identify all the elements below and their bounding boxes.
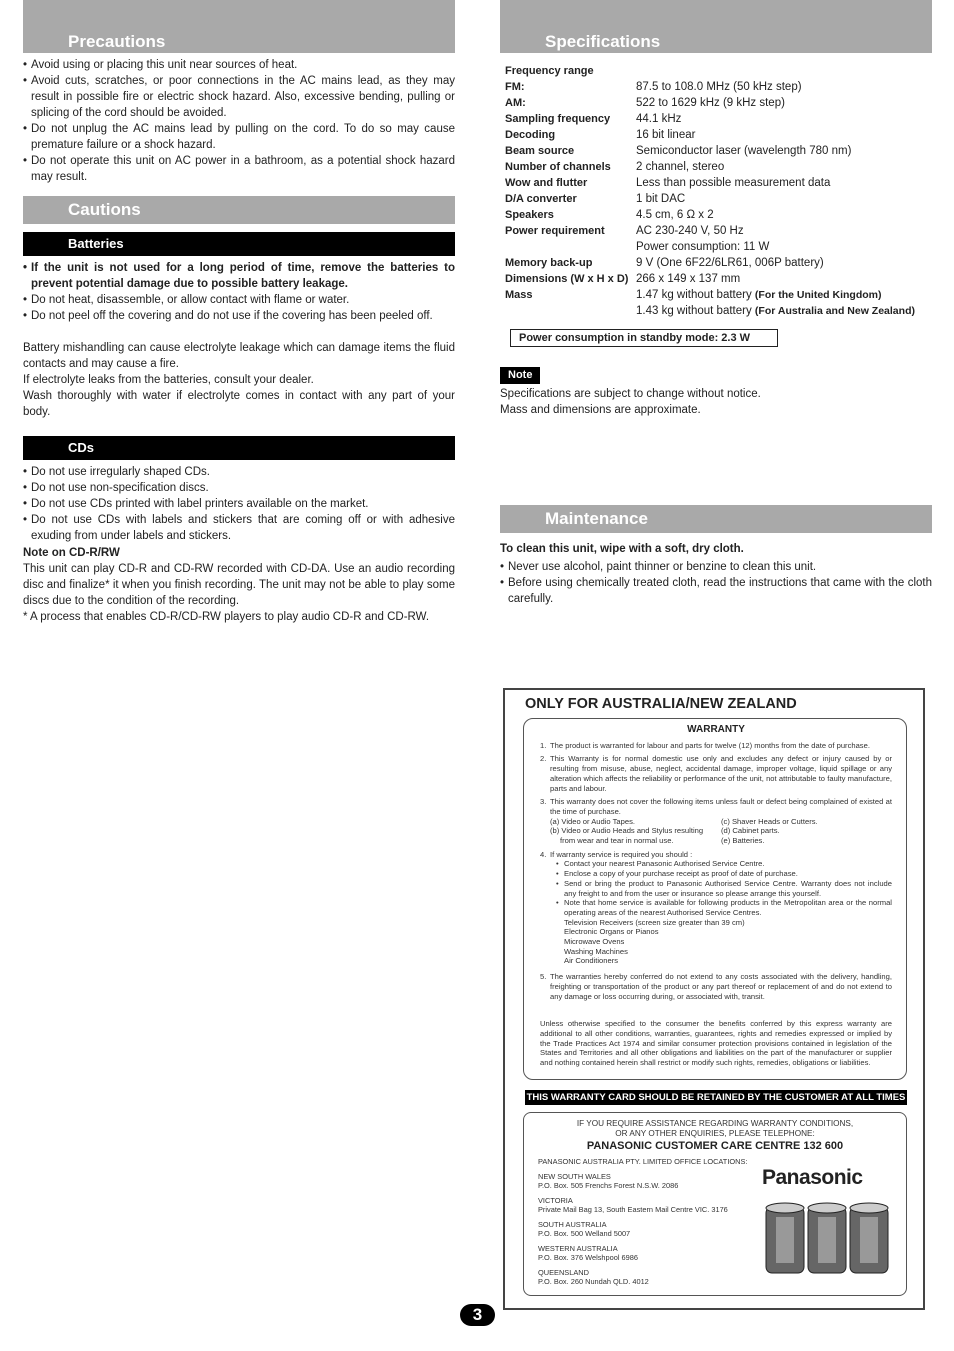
- list-item: • Contact your nearest Panasonic Authorised Service Centre.: [556, 859, 892, 869]
- spec-note-line: Mass and dimensions are approximate.: [500, 404, 701, 416]
- warranty-exclusion: (c) Shaver Heads or Cutters.: [721, 816, 818, 826]
- battery-illustration-icon: [762, 1201, 890, 1275]
- list-item: • Send or bring the product to Panasonic Authorised Service Centre. Warranty does not include any freight to and from the user or insurance so please arrange this yourself.: [556, 879, 892, 898]
- warranty-item: The warranties hereby conferred do not extend to any costs associated with the delivery, handling, freighting or transportation of the product or any part thereof or replacement of and do not extend to any damage or loss occurring during, or associated with, transit.: [550, 972, 892, 1001]
- assist-line: IF YOU REQUIRE ASSISTANCE REGARDING WARRANTY CONDITIONS,: [576, 1119, 854, 1128]
- table-row: [500, 95, 932, 111]
- retain-banner: THIS WARRANTY CARD SHOULD BE RETAINED BY THE CUSTOMER AT ALL TIMES: [526, 1092, 906, 1103]
- list-item: • Do not use CDs printed with label printers available on the market.: [23, 496, 455, 512]
- warranty-terms-box: WARRANTY 1. The product is warranted for labour and parts for twelve (12) months from the date of purchase. 2. This Warranty is for normal domestic use only and excludes any defect or injury caused by or resulting from misuse, abuse, neglect, accidental damage, improper voltage, liquid spillage or any alteration which affects the reliability or performance of the unit, not attributable to faulty manufacture, parts and labour. 3. This warranty does not cover the following items unless fault or defect being complained of existed at the time of purchase. (a) Video or Audio Tapes. (b) Video or Audio Heads and Stylus resulting from wear and tear in normal use. (c) Shaver Heads or Cutters. (d) Cabinet parts. (e) Batteries. 4. If warranty service is required you should : • Contact your nearest Panasonic Authorised Service Centre. • Enclose a copy of your purchase receipt as proof of date of purchase. • Send or bring the product to Panasonic Authorised Service Centre. Warranty does not include any freight to and from the user or insurance so please arrange this yourself. • Note that home service is available for following products in the Metropolitan area or the normal operating areas of the nearest Authorised Service Centres. Television Receivers (screen size greater than 39 cm) Electronic Organs or Pianos Microwave Ovens Washing Machines Air Conditioners 5. The warranties hereby conferred do not extend to any costs associated with the delivery, handling, freighting or transportation of the product or any part thereof or replacement of and do not extend to any damage or loss occurring during, or associated with, transit. Unless otherwise specified to the consumer the benefits conferred by this express warranty are additional to all other conditions, warranties, guarantees, rights and remedies expressed or implied by the Trade Practices Act 1974 and similar consumer protection provisions contained in legislation of the States and Territories and all other obligations and liabilities on the part of the manufacturer or supplier and nothing contained herein shall restrict or modify such rights, remedies, obligations or liabilities.: [523, 718, 907, 1080]
- office-address: P.O. Box. 505 Frenchs Forest N.S.W. 2086: [538, 1181, 679, 1190]
- spec-value: Semiconductor laser (wavelength 780 nm): [636, 145, 852, 157]
- spec-key: D/A converter: [505, 193, 577, 205]
- offices-title: PANASONIC AUSTRALIA PTY. LIMITED OFFICE LOCATIONS:: [538, 1157, 748, 1166]
- list-item: • Do not use CDs with labels and stickers that are coming off or with adhesive exuding from under labels and stickers.: [23, 512, 455, 544]
- list-item: • Avoid using or placing this unit near sources of heat.: [23, 57, 455, 73]
- spec-value: 44.1 kHz: [636, 113, 682, 125]
- spec-value: 1 bit DAC: [636, 193, 686, 205]
- panasonic-logo: Panasonic: [762, 1166, 863, 1189]
- cds-heading: CDs: [23, 436, 455, 460]
- table-row: [500, 303, 932, 319]
- spec-value: 9 V (One 6F22/6LR61, 006P battery): [636, 257, 824, 269]
- spec-value: 1.43 kg without battery: [636, 305, 752, 317]
- office-state: SOUTH AUSTRALIA: [538, 1219, 607, 1229]
- list-item: • Do not use irregularly shaped CDs.: [23, 464, 455, 480]
- table-row: [500, 223, 932, 239]
- spec-key: Number of channels: [505, 161, 611, 173]
- paragraph: Battery mishandling can cause electrolyte leakage which can damage items the fluid contacts and may cause a fire.: [23, 342, 455, 370]
- maintenance-heading: Maintenance: [500, 505, 932, 533]
- spec-key: Speakers: [505, 209, 554, 221]
- spec-region-note: (For the United Kingdom): [754, 289, 882, 301]
- warranty-item: This Warranty is for normal domestic use only and excludes any defect or injury caused by or resulting from misuse, abuse, neglect, accidental damage, improper voltage, liquid spillage or any alteration which affects the reliability or performance of the unit, not attributable to faulty manufacture, parts and labour.: [550, 754, 892, 793]
- list-item: • Note that home service is available for following products in the Metropolitan area or the normal operating areas of the nearest Authorised Service Centres.: [556, 898, 892, 917]
- table-row: [500, 207, 932, 223]
- cds-list: [23, 464, 455, 544]
- list-item: Television Receivers (screen size greater than 39 cm): [564, 917, 745, 927]
- spec-value: 2 channel, stereo: [636, 161, 725, 173]
- warranty-item: This warranty does not cover the following items unless fault or defect being complained of existed at the time of purchase.: [550, 797, 892, 816]
- table-row: [500, 143, 932, 159]
- spec-value: Less than possible measurement data: [636, 177, 831, 189]
- spec-region-note: (For Australia and New Zealand): [754, 305, 915, 317]
- spec-key: Sampling frequency: [505, 113, 611, 125]
- list-item: • Do not operate this unit on AC power in a bathroom, as a potential shock hazard may result.: [23, 153, 455, 185]
- office-location: [538, 1268, 758, 1287]
- office-locations: [538, 1172, 758, 1287]
- cdr-note-title: Note on CD-R/RW: [23, 547, 120, 559]
- precautions-heading: Precautions: [23, 0, 455, 53]
- spec-key: Power requirement: [505, 225, 605, 237]
- warranty-exclusion: (a) Video or Audio Tapes.: [550, 816, 635, 826]
- office-state: WESTERN AUSTRALIA: [538, 1243, 618, 1253]
- office-address: P.O. Box. 376 Welshpool 6986: [538, 1253, 638, 1262]
- cdr-note-text: This unit can play CD-R and CD-RW recorded with CD-DA. Use an audio recording disc and finalize* it when you finish recording. The unit may not be able to play some discs due to the condition of the recording.: [23, 563, 455, 607]
- spec-value: [636, 63, 932, 79]
- paragraph: If electrolyte leaks from the batteries, consult your dealer.: [23, 374, 314, 386]
- spec-value: Power consumption: 11 W: [636, 241, 770, 253]
- office-state: VICTORIA: [538, 1195, 573, 1205]
- warranty-closing: Unless otherwise specified to the consumer the benefits conferred by this express warranty are additional to all other conditions, warranties, guarantees, rights and remedies expressed or implied by the Trade Practices Act 1974 and similar consumer protection provisions contained in legislation of the States and Territories and all other obligations and liabilities on the part of the manufacturer or supplier and nothing contained herein shall restrict or modify such rights, remedies, obligations or liabilities.: [540, 1019, 892, 1068]
- warranty-region-title: ONLY FOR AUSTRALIA/NEW ZEALAND: [525, 696, 797, 712]
- list-item: • Do not peel off the covering and do not use if the covering has been peeled off.: [23, 308, 455, 324]
- office-location: [538, 1172, 758, 1191]
- warranty-exclusion: (e) Batteries.: [721, 836, 765, 846]
- list-item: • Do not unplug the AC mains lead by pulling on the cord. To do so may cause premature failure or a shock hazard.: [23, 121, 455, 153]
- specifications-table: [500, 63, 932, 319]
- precautions-list: [23, 57, 455, 185]
- office-state: NEW SOUTH WALES: [538, 1171, 611, 1181]
- warranty-exclusion: (d) Cabinet parts.: [721, 826, 780, 836]
- table-row: [500, 239, 932, 255]
- assist-line: OR ANY OTHER ENQUIRIES, PLEASE TELEPHONE:: [615, 1129, 815, 1138]
- office-address: P.O. Box. 260 Nundah QLD. 4012: [538, 1277, 649, 1286]
- office-address: P.O. Box. 500 Welland 5007: [538, 1229, 631, 1238]
- list-item: • Never use alcohol, paint thinner or benzine to clean this unit.: [500, 559, 932, 575]
- batteries-heading: Batteries: [23, 232, 455, 256]
- table-row: [500, 79, 932, 95]
- spec-note-line: Specifications are subject to change without notice.: [500, 388, 761, 400]
- table-row: [500, 287, 932, 303]
- warranty-item: The product is warranted for labour and parts for twelve (12) months from the date of purchase.: [550, 740, 870, 750]
- paragraph: Wash thoroughly with water if electrolyte comes in contact with any part of your body.: [23, 390, 455, 418]
- table-row: [500, 111, 932, 127]
- contact-box: [523, 1112, 907, 1296]
- warranty-exclusion: from wear and tear in normal use.: [560, 836, 674, 846]
- table-row: [500, 63, 932, 79]
- page-number: 3: [460, 1304, 495, 1326]
- table-row: [500, 127, 932, 143]
- warranty-exclusion: (b) Video or Audio Heads and Stylus resulting: [550, 826, 704, 836]
- spec-value: 522 to 1629 kHz (9 kHz step): [636, 97, 785, 109]
- spec-value: 1.47 kg without battery: [636, 289, 752, 301]
- office-address: Private Mail Bag 13, South Eastern Mail Centre VIC. 3176: [538, 1205, 728, 1214]
- note-badge: Note: [500, 367, 540, 384]
- spec-key: Decoding: [505, 129, 556, 141]
- list-item: • Before using chemically treated cloth, read the instructions that came with the cloth carefully.: [500, 575, 932, 607]
- maintenance-lead: To clean this unit, wipe with a soft, dry cloth.: [500, 543, 744, 555]
- list-item: Microwave Ovens: [564, 937, 625, 947]
- office-location: [538, 1244, 758, 1263]
- spec-key: Dimensions (W x H x D): [505, 273, 629, 285]
- standby-power-box: Power consumption in standby mode: 2.3 W: [510, 329, 778, 347]
- warranty-card: [503, 688, 925, 1310]
- spec-key: AM:: [505, 97, 526, 109]
- list-item: • Enclose a copy of your purchase receipt as proof of date of purchase.: [556, 869, 892, 879]
- list-item: • Avoid cuts, scratches, or poor connections in the AC mains lead, as they may result in possible fire or electric shock hazard. Also, excessive bending, pulling or splicing of the cord should be avoided.: [23, 73, 455, 121]
- right-column: [500, 0, 932, 605]
- spec-key: [500, 239, 636, 255]
- spec-value: 4.5 cm, 6 Ω x 2: [636, 209, 714, 221]
- cautions-heading: Cautions: [23, 196, 455, 224]
- footnote: * A process that enables CD-R/CD-RW players to play audio CD-R and CD-RW.: [23, 611, 430, 623]
- table-row: [500, 175, 932, 191]
- spec-value: 16 bit linear: [636, 129, 696, 141]
- spec-value: 87.5 to 108.0 MHz (50 kHz step): [636, 81, 802, 93]
- care-centre-number: PANASONIC CUSTOMER CARE CENTRE 132 600: [586, 1140, 844, 1152]
- specifications-heading: Specifications: [500, 0, 932, 53]
- spec-key: Beam source: [505, 145, 575, 157]
- spec-key: Memory back-up: [505, 257, 593, 269]
- table-row: [500, 255, 932, 271]
- maintenance-list: [500, 559, 932, 607]
- spec-key: Wow and flutter: [505, 177, 588, 189]
- spec-value: 266 x 149 x 137 mm: [636, 273, 741, 285]
- office-location: [538, 1196, 758, 1215]
- spec-key: Mass: [505, 289, 533, 301]
- spec-key: FM:: [505, 81, 525, 93]
- list-item: • Do not use non-specification discs.: [23, 480, 455, 496]
- batteries-list: [23, 260, 455, 324]
- table-row: [500, 191, 932, 207]
- warranty-heading: WARRANTY: [687, 724, 745, 735]
- list-item: • Do not heat, disassemble, or allow contact with flame or water.: [23, 292, 455, 308]
- warranty-item: If warranty service is required you should :: [550, 849, 693, 859]
- office-state: QUEENSLAND: [538, 1267, 589, 1277]
- list-item: • If the unit is not used for a long period of time, remove the batteries to prevent potential damage due to possible battery leakage.: [23, 260, 455, 292]
- list-item: Washing Machines: [564, 946, 628, 956]
- office-location: [538, 1220, 758, 1239]
- left-column: [23, 0, 455, 625]
- list-item: Air Conditioners: [564, 956, 619, 966]
- table-row: [500, 159, 932, 175]
- batteries-paragraphs: [23, 340, 455, 420]
- spec-value: AC 230-240 V, 50 Hz: [636, 225, 744, 237]
- home-service-products: [564, 918, 892, 967]
- list-item: Electronic Organs or Pianos: [564, 927, 659, 937]
- spec-key: Frequency range: [505, 65, 594, 77]
- table-row: [500, 271, 932, 287]
